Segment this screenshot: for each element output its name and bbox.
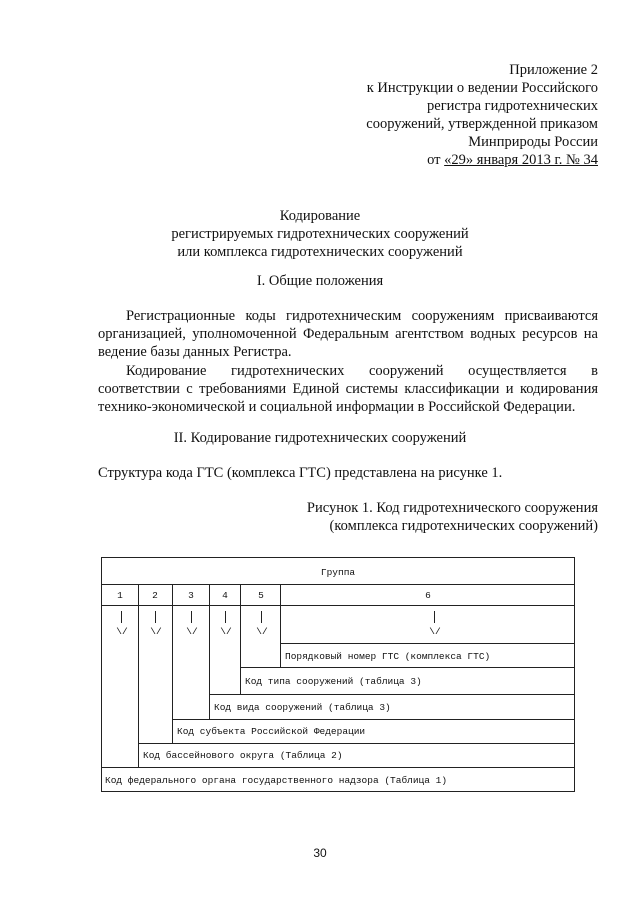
section-1-heading: I. Общие положения [256, 273, 384, 289]
col-number-4: 4 [222, 590, 228, 601]
appendix-line-1: Приложение 2 [509, 62, 598, 78]
label-subject-code: Код субъекта Российской Федерации [177, 726, 366, 737]
label-type-code: Код типа сооружений (таблица 3) [245, 676, 422, 687]
col-number-5: 5 [258, 590, 264, 601]
section-1-paragraph-2: Кодирование гидротехнических сооружений осуществляется в соответствии с требованиями Единой системы классификации и кодирования технико-экономической и социальной информации в Российской Федерации. [98, 363, 598, 415]
appendix-date-line [366, 151, 598, 169]
document-title [0, 207, 640, 261]
title-line-3: или комплекса гидротехнических сооружений [177, 244, 463, 260]
structure-text: Структура кода ГТС (комплекса ГТС) представлена на рисунке 1. [98, 465, 503, 481]
label-seq-number: Порядковый номер ГТС (комплекса ГТС) [285, 651, 491, 662]
appendix-line-5: Минприроды России [468, 134, 598, 150]
figure-caption [307, 499, 598, 535]
group-label: Группа [320, 567, 356, 578]
section-1-paragraph-1: Регистрационные коды гидротехническим сооружениям присваиваются организацией, уполномоченной Федеральным агентством водных ресурсов на ведение базы данных Регистра. [98, 308, 598, 360]
col-number-6: 6 [425, 590, 431, 601]
appendix-line-4: сооружений, утвержденной приказом [366, 116, 598, 132]
col-number-3: 3 [188, 590, 194, 601]
diagram-svg [101, 557, 576, 793]
figure-caption-line-1: Рисунок 1. Код гидротехнического сооружения [306, 500, 598, 516]
appendix-line-3: регистра гидротехнических [427, 98, 598, 114]
title-line-2: регистрируемых гидротехнических сооружений [171, 226, 469, 242]
label-basin-code: Код бассейнового округа (Таблица 2) [143, 750, 343, 761]
appendix-line-2: к Инструкции о ведении Российского [366, 80, 598, 96]
arrow-head-4: \/ [220, 626, 232, 637]
arrow-head-6: \/ [429, 626, 441, 637]
appendix-header [366, 61, 598, 169]
arrow-head-3: \/ [186, 626, 198, 637]
arrow-head-5: \/ [256, 626, 268, 637]
col-number-1: 1 [117, 590, 123, 601]
label-kind-code: Код вида сооружений (таблица 3) [214, 702, 391, 713]
page-number: 30 [313, 846, 327, 860]
arrow-head-2: \/ [150, 626, 162, 637]
col-number-2: 2 [152, 590, 158, 601]
label-federal-code: Код федерального органа государственного надзора (Таблица 1) [105, 775, 448, 786]
appendix-date-value: «29» января 2013 г. № 34 [444, 152, 598, 168]
section-2-heading: II. Кодирование гидротехнических сооружений [173, 430, 467, 446]
figure-caption-line-2: (комплекса гидротехнических сооружений) [329, 518, 598, 534]
title-line-1: Кодирование [279, 208, 361, 224]
code-structure-diagram [101, 557, 576, 793]
appendix-date-prefix: от [427, 152, 445, 168]
arrow-head-1: \/ [116, 626, 128, 637]
